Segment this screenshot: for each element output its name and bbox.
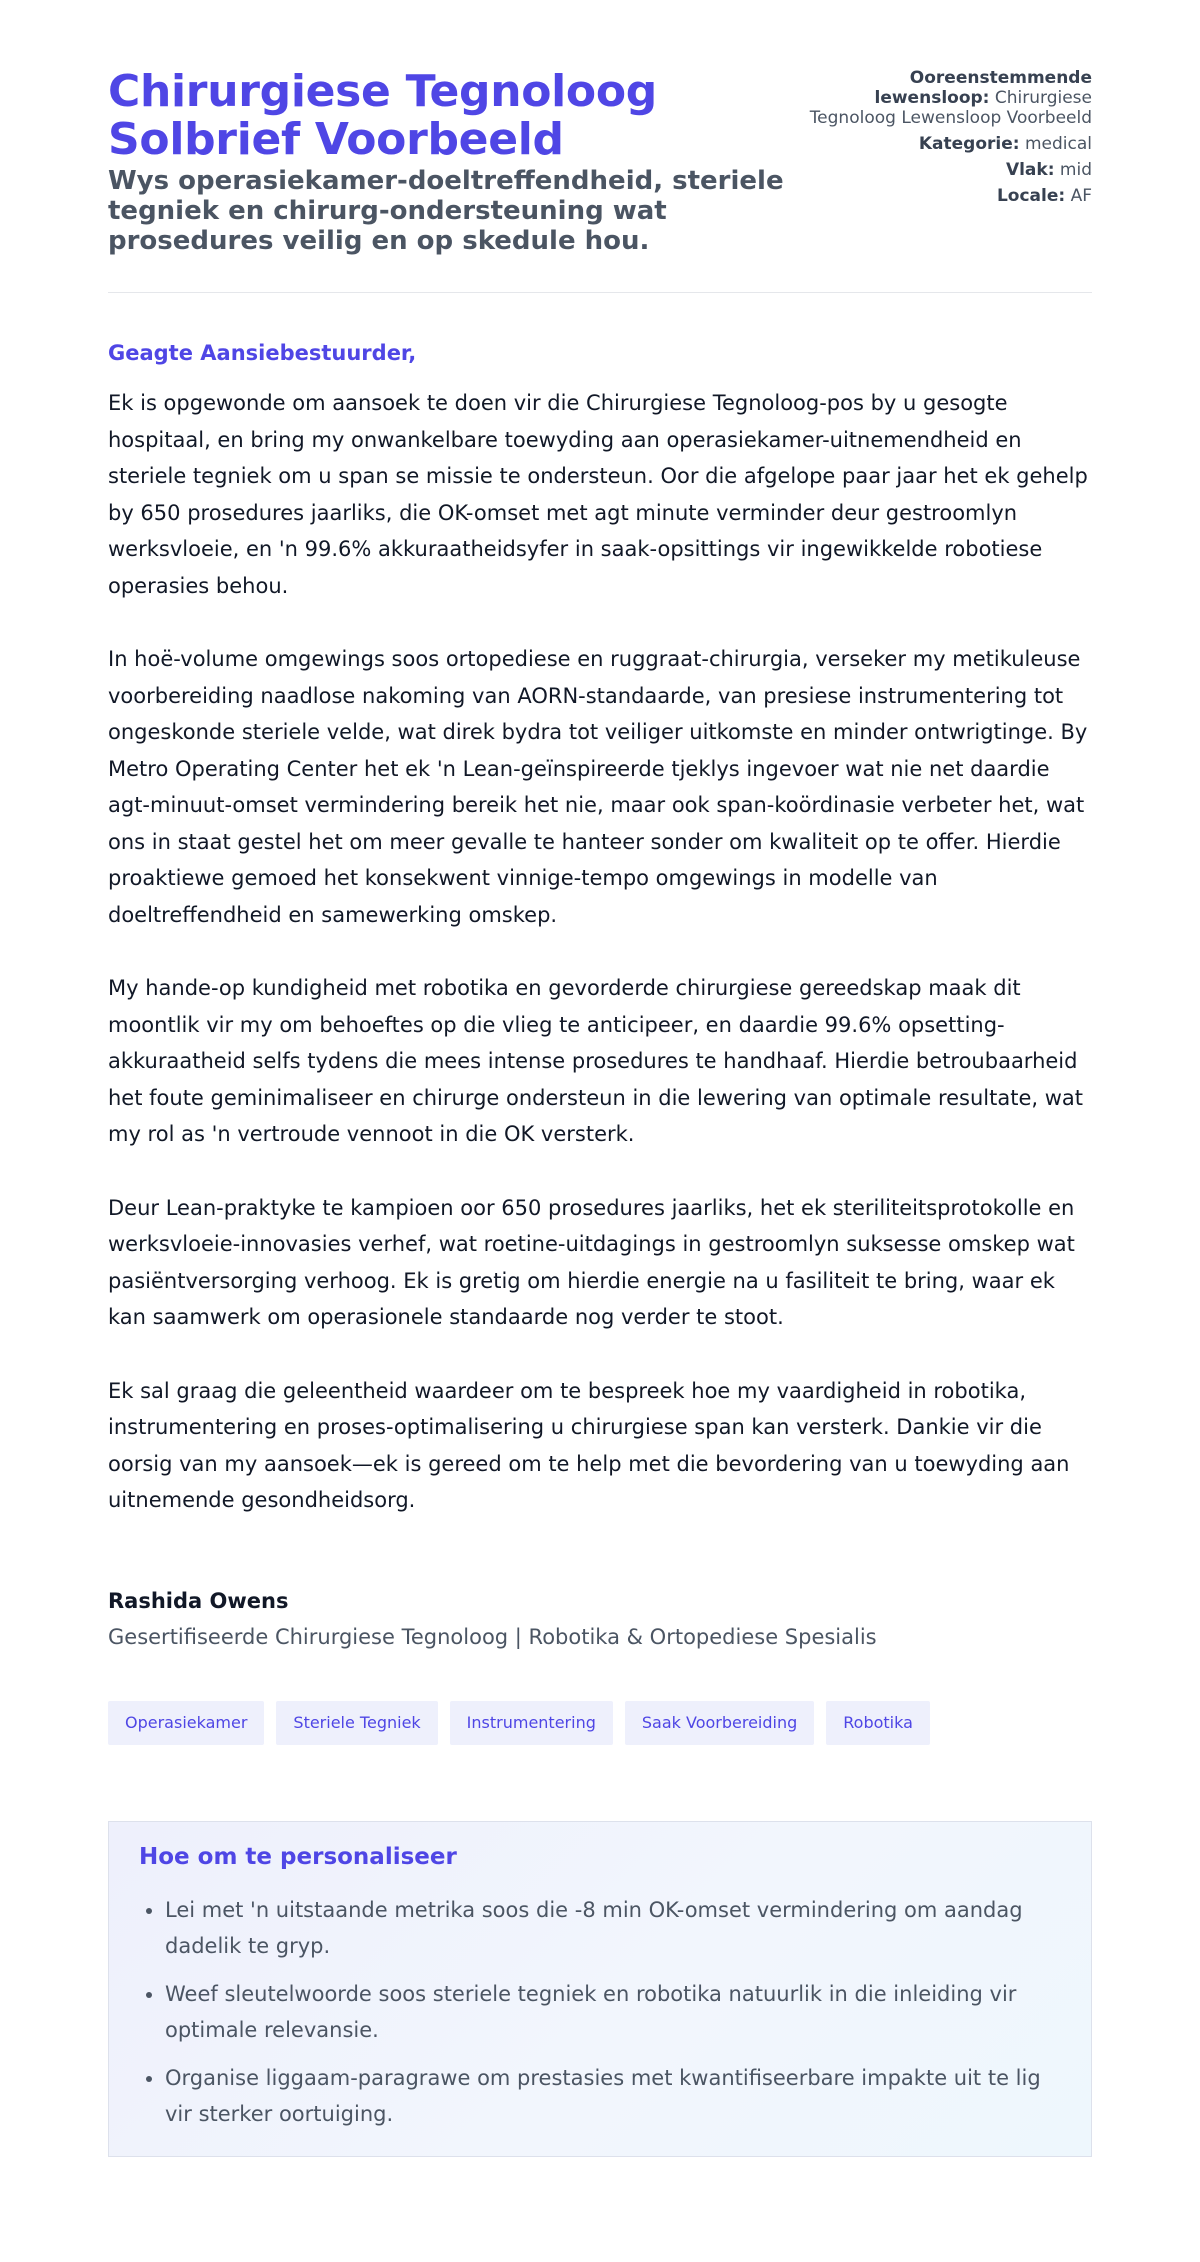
meta-locale-value: AF	[1070, 186, 1092, 206]
keyword-tag: Steriele Tegniek	[276, 1701, 437, 1745]
salutation: Geagte Aansiebestuurder,	[108, 341, 417, 365]
tips-title: Hoe om te personaliseer	[139, 1843, 457, 1870]
letter-paragraph: My hande-op kundigheid met robotika en gevorderde chirurgiese gereedskap maak dit moontlik vir my om behoeftes op die vlieg te anticipeer, en daardie 99.6% opsetting-akkuraatheid selfs tydens die mees intense prosedures te handhaaf. Hierdie betroubaarheid het foute geminimaliseer en chirurge ondersteun in die lewering van optimale resultate, wat my rol as 'n vertroude vennoot in die OK versterk.	[108, 976, 1084, 1146]
letter-paragraph: Ek sal graag die geleentheid waardeer om te bespreek hoe my vaardigheid in robotika, instrumentering en proses-optimalisering u chirurgiese span kan versterk. Dankie vir die oorsig van my aansoek—ek is gereed om te help met die bevordering van u toewyding aan uitnemende gesondheidsorg.	[108, 1378, 1070, 1512]
keyword-tag: Robotika	[826, 1701, 930, 1745]
letter-paragraph: In hoë-volume omgewings soos ortopediese en ruggraat-chirurgia, verseker my metikuleuse voorbereiding naadlose nakoming van AORN-standaarde, van presiese instrumentering tot ongeskonde steriele velde, wat direk bydra tot veiliger uitkomste en minder ontwrigtinge. By Metro Operating Center het ek 'n Lean-geïnspireerde tjeklys ingevoer wat nie net daardie agt-minuut-omset vermindering bereik het nie, maar ook span-koördinasie verbeter het, wat ons in staat gestel het om meer gevalle te hanteer sonder om kwaliteit op te offer. Hierdie proaktiewe gemoed het konsekwent vinnige-tempo omgewings in modelle van doeltreffendheid en samewerking omskep.	[108, 647, 1088, 927]
meta-locale	[802, 186, 1092, 206]
letter-body	[108, 341, 1092, 1519]
meta-category-value: medical	[1024, 134, 1092, 154]
page-header	[108, 68, 1092, 293]
letter-paragraph: Ek is opgewonde om aansoek te doen vir die Chirurgiese Tegnoloog-pos by u gesogte hospitaal, en bring my onwankelbare toewyding aan operasiekamer-uitnemendheid en steriele tegniek om u span se missie te ondersteun. Oor die afgelope paar jaar het ek gehelp by 650 prosedures jaarliks, die OK-omset met agt minute verminder deur gestroomlyn werksvloeie, en 'n 99.6% akkuraatheidsyfer in saak-opsittings vir ingewikkelde robotiese operasies behou.	[108, 391, 1088, 598]
tip-item: • Lei met 'n uitstaande metrika soos die -8 min OK-omset vermindering om aandag dadelik te gryp.	[165, 1892, 1061, 1964]
meta-category-label: Kategorie:	[918, 134, 1020, 154]
meta-field-label: Vlak:	[1005, 160, 1055, 180]
keyword-tag: Saak Voorbereiding	[625, 1701, 814, 1745]
meta-field-value: mid	[1059, 160, 1092, 180]
page-title: Chirurgiese Tegnoloog Solbrief Voorbeeld	[108, 66, 657, 165]
meta-field	[802, 160, 1092, 180]
letter-paragraph: Deur Lean-praktyke te kampioen oor 650 prosedures jaarliks, het ek steriliteitsprotokolle en werksvloeie-innovasies verhef, wat roetine-uitdagings in gestroomlyn suksesse omskep wat pasiëntversorging verhoog. Ek is gretig om hierdie energie na u fasiliteit te bring, waar ek kan saamwerk om operasionele standaarde nog verder te stoot.	[108, 1195, 1075, 1329]
page-subtitle: Wys operasiekamer-doeltreffendheid, steriele tegniek en chirurg-ondersteuning wat prosedures veilig en op skedule hou.	[108, 166, 784, 256]
meta-category	[802, 134, 1092, 154]
meta-panel	[802, 68, 1092, 212]
meta-lifecycle-label: Ooreenstemmende lewensloop:	[874, 68, 1092, 108]
tip-item: • Weef sleutelwoorde soos steriele tegniek en robotika natuurlik in die inleiding vir optimale relevansie.	[165, 1976, 1061, 2048]
tip-item: • Organise liggaam-paragrawe om prestasies met kwantifiseerbare impakte uit te lig vir sterker oortuiging.	[165, 2060, 1061, 2132]
meta-lifecycle-value: Chirurgiese Tegnoloog Lewensloop Voorbeeld	[809, 88, 1092, 128]
personalize-tips-box	[108, 1821, 1092, 2157]
tips-list	[139, 1892, 1061, 2132]
meta-lifecycle	[802, 68, 1092, 128]
keyword-tags	[108, 1701, 1092, 1745]
meta-locale-label: Locale:	[996, 186, 1066, 206]
title-block	[108, 68, 788, 256]
signature-name: Rashida Owens	[108, 1588, 289, 1613]
keyword-tag: Operasiekamer	[108, 1701, 264, 1745]
keyword-tag: Instrumentering	[450, 1701, 613, 1745]
signature-block	[108, 1589, 1092, 1649]
signature-title: Gesertifiseerde Chirurgiese Tegnoloog | Robotika & Ortopediese Spesialis	[108, 1624, 877, 1649]
